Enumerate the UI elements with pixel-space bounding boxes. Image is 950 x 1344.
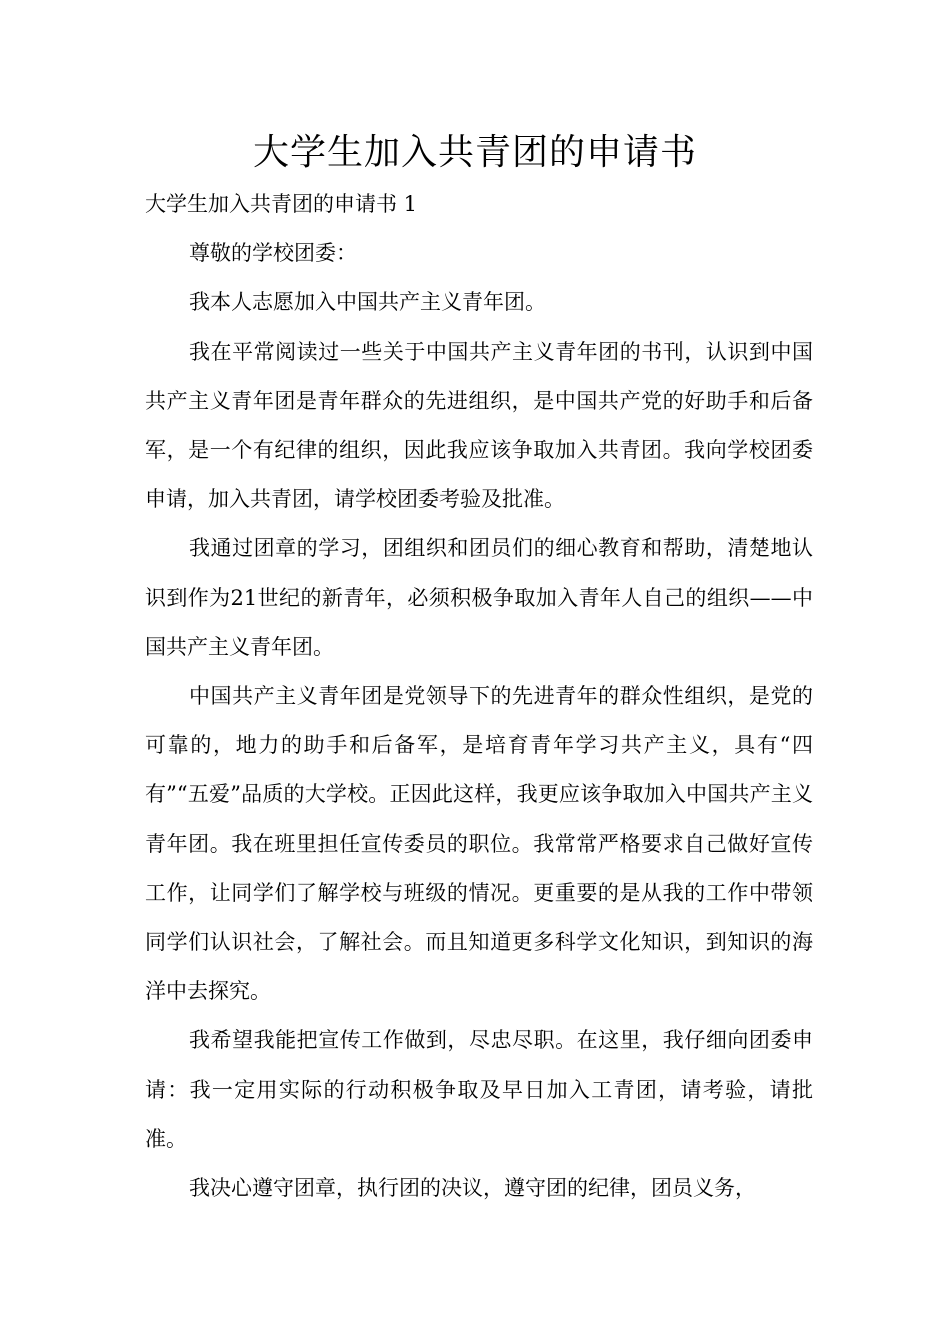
document-body [145, 180, 813, 1213]
salutation: 尊敬的学校团委： [189, 241, 357, 266]
paragraph-4: 中国共产主义青年团是党领导下的先进青年的群众性组织，是党的可靠的，地力的助手和后备军，是培育青年学习共产主义，具有“四有”“五爱”品质的大学校。正因此这样，我更应该争取加入中国共产主义青年团。我在班里担任宣传委员的职位。我常常严格要求自己做好宣传工作，让同学们了解学校与班级的情况。更重要的是从我的工作中带领同学们认识社会，了解社会。而且知道更多科学文化知识，到知识的海洋中去探究。 [145, 684, 813, 1004]
paragraph-6: 我决心遵守团章，执行团的决议，遵守团的纪律，团员义务， [189, 1176, 756, 1201]
paragraph-2: 我在平常阅读过一些关于中国共产主义青年团的书刊，认识到中国共产主义青年团是青年群众的先进组织，是中国共产党的好助手和后备军，是一个有纪律的组织，因此我应该争取加入共青团。我向学校团委申请，加入共青团，请学校团委考验及批准。 [145, 339, 813, 512]
document-subtitle: 大学生加入共青团的申请书 1 [145, 192, 418, 216]
document-title: 大学生加入共青团的申请书 [252, 132, 697, 173]
paragraph-1: 我本人志愿加入中国共产主义青年团。 [189, 290, 546, 315]
paragraph-5: 我希望我能把宣传工作做到，尽忠尽职。在这里，我仔细向团委申请：我一定用实际的行动积极争取及早日加入工青团，请考验，请批准。 [145, 1028, 813, 1151]
paragraph-3: 我通过团章的学习，团组织和团员们的细心教育和帮助，清楚地认识到作为21世纪的新青年，必须积极争取加入青年人自己的组织——中国共产主义青年团。 [145, 536, 813, 659]
